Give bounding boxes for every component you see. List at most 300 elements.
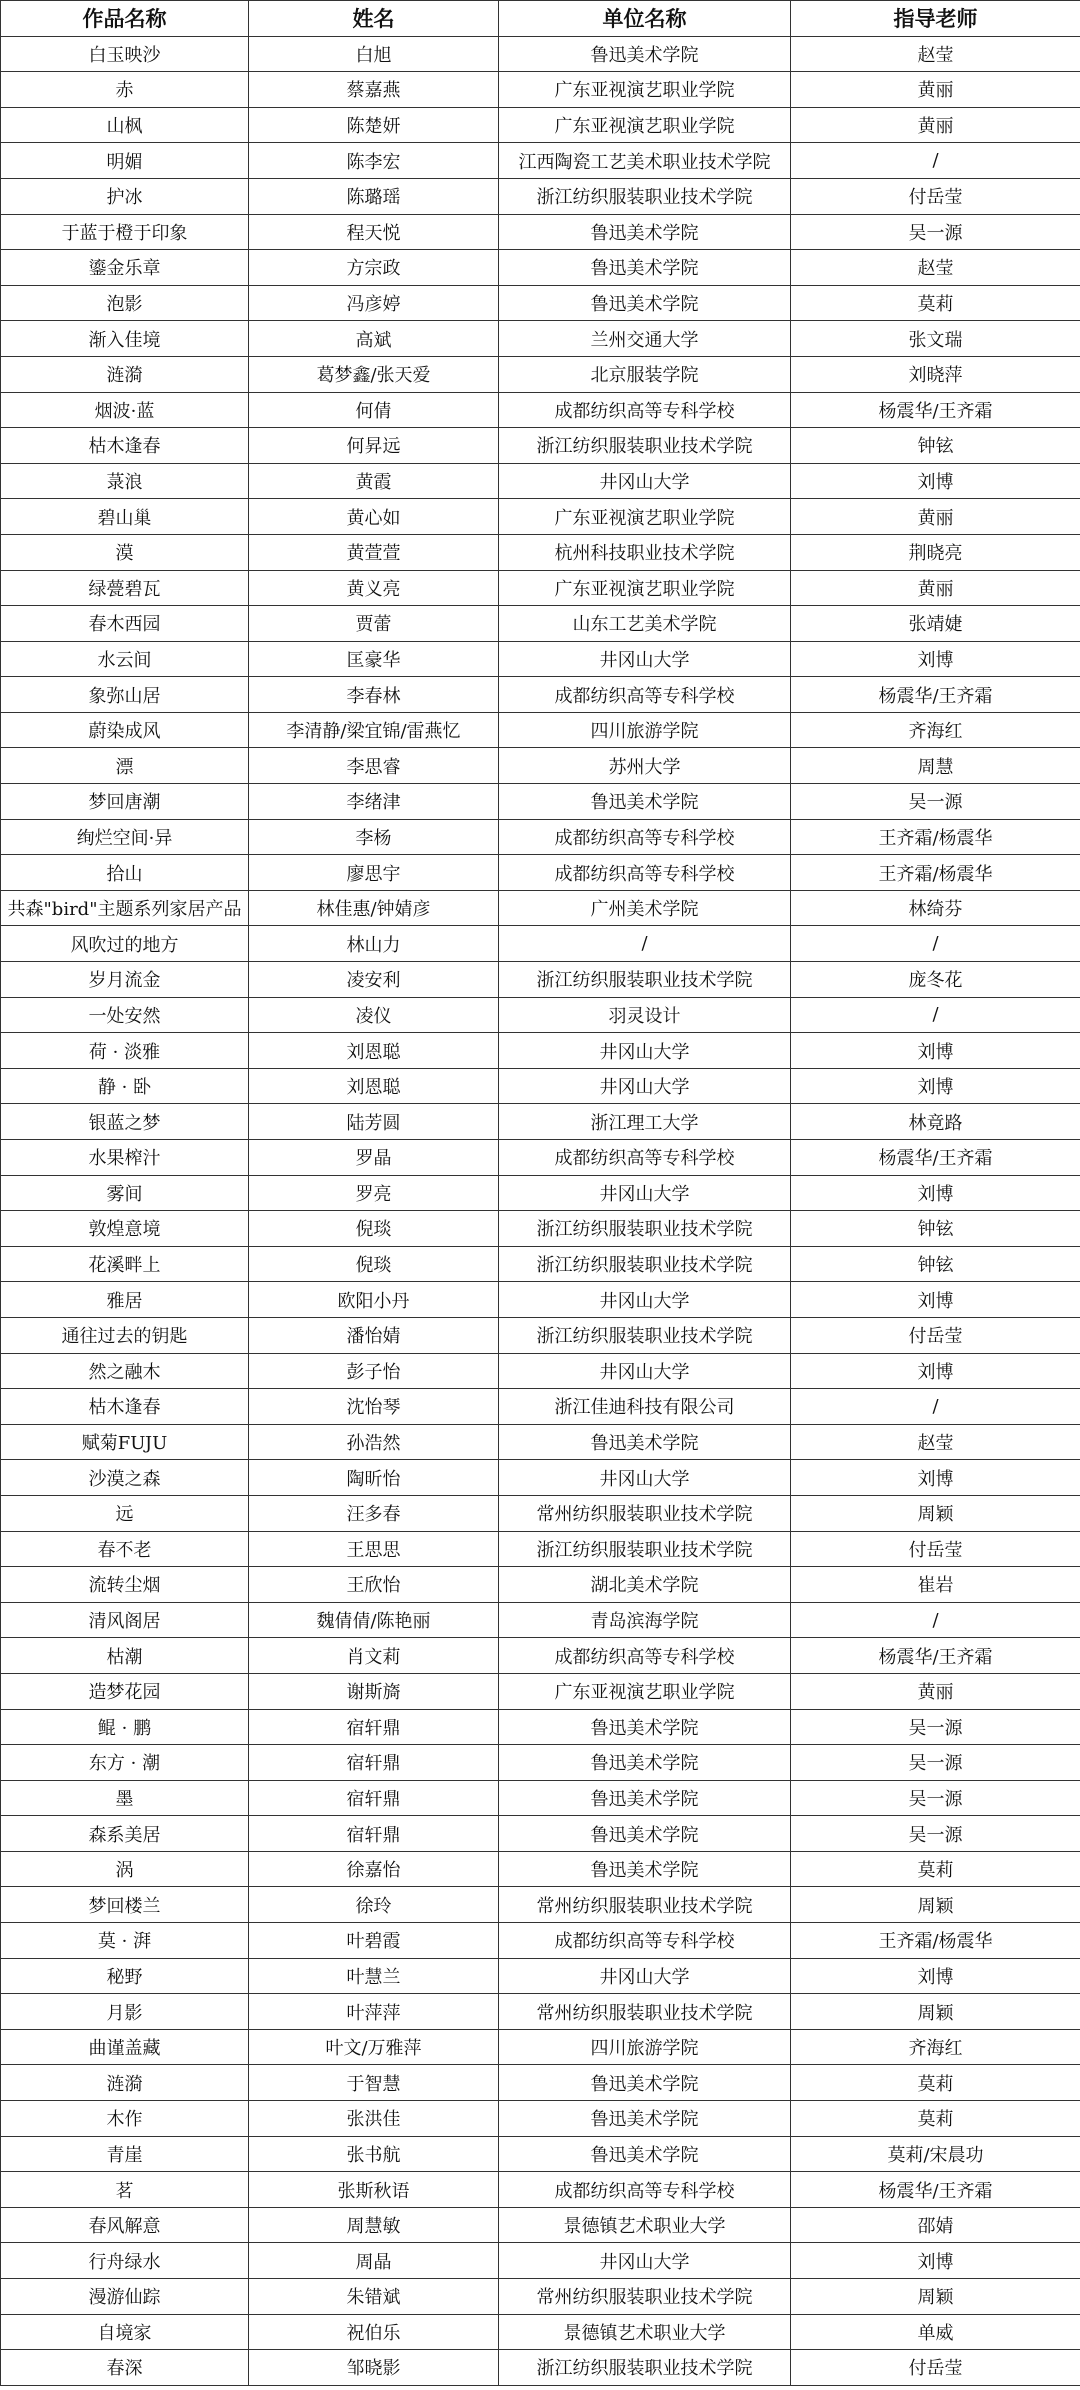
institution-cell: 青岛滨海学院 xyxy=(499,1602,791,1638)
advisor-cell: 齐海红 xyxy=(791,712,1080,748)
work-title-cell: 水云间 xyxy=(1,641,249,677)
table-row xyxy=(1,677,1080,713)
advisor-cell: 莫莉 xyxy=(791,2065,1080,2101)
institution-cell: 常州纺织服装职业技术学院 xyxy=(499,1887,791,1923)
author-name-cell: 宿轩鼎 xyxy=(249,1780,499,1816)
institution-cell: 四川旅游学院 xyxy=(499,712,791,748)
table-row xyxy=(1,997,1080,1033)
institution-cell: 山东工艺美术学院 xyxy=(499,606,791,642)
advisor-cell: 莫莉/宋晨功 xyxy=(791,2136,1080,2172)
advisor-cell: 莫莉 xyxy=(791,1851,1080,1887)
institution-cell: 井冈山大学 xyxy=(499,2243,791,2279)
work-title-cell: 墨 xyxy=(1,1780,249,1816)
advisor-cell: 杨震华/王齐霜 xyxy=(791,677,1080,713)
work-title-cell: 荷 · 淡雅 xyxy=(1,1033,249,1069)
table-row xyxy=(1,784,1080,820)
advisor-cell: 周颖 xyxy=(791,1887,1080,1923)
author-name-cell: 罗亮 xyxy=(249,1175,499,1211)
author-name-cell: 周慧敏 xyxy=(249,2207,499,2243)
table-row xyxy=(1,428,1080,464)
advisor-cell: 王齐霜/杨震华 xyxy=(791,819,1080,855)
table-row xyxy=(1,2207,1080,2243)
header-work-title: 作品名称 xyxy=(1,1,249,37)
header-row xyxy=(1,1,1080,37)
table-row xyxy=(1,2065,1080,2101)
advisor-cell: 吴一源 xyxy=(791,1709,1080,1745)
advisor-cell: 钟铉 xyxy=(791,1211,1080,1247)
author-name-cell: 祝伯乐 xyxy=(249,2314,499,2350)
work-title-cell: 静 · 卧 xyxy=(1,1068,249,1104)
author-name-cell: 邹晓影 xyxy=(249,2350,499,2386)
author-name-cell: 李春林 xyxy=(249,677,499,713)
institution-cell: 鲁迅美术学院 xyxy=(499,1780,791,1816)
table-row xyxy=(1,2101,1080,2137)
institution-cell: 成都纺织高等专科学校 xyxy=(499,392,791,428)
advisor-cell: 齐海红 xyxy=(791,2029,1080,2065)
institution-cell: 鲁迅美术学院 xyxy=(499,2065,791,2101)
table-row xyxy=(1,321,1080,357)
advisor-cell: 付岳莹 xyxy=(791,178,1080,214)
author-name-cell: 李清静/梁宜锦/雷燕忆 xyxy=(249,712,499,748)
table-row xyxy=(1,890,1080,926)
author-name-cell: 魏倩倩/陈艳丽 xyxy=(249,1602,499,1638)
work-title-cell: 涟漪 xyxy=(1,356,249,392)
work-title-cell: 一处安然 xyxy=(1,997,249,1033)
institution-cell: 广东亚视演艺职业学院 xyxy=(499,1673,791,1709)
institution-cell: 鲁迅美术学院 xyxy=(499,2136,791,2172)
advisor-cell: 付岳莹 xyxy=(791,1531,1080,1567)
institution-cell: 浙江纺织服装职业技术学院 xyxy=(499,1531,791,1567)
advisor-cell: 吴一源 xyxy=(791,1745,1080,1781)
advisor-cell: 赵莹 xyxy=(791,1424,1080,1460)
table-row xyxy=(1,748,1080,784)
table-row xyxy=(1,1958,1080,1994)
author-name-cell: 黄心如 xyxy=(249,499,499,535)
advisor-cell: 张靖婕 xyxy=(791,606,1080,642)
work-title-cell: 流转尘烟 xyxy=(1,1567,249,1603)
author-name-cell: 李思睿 xyxy=(249,748,499,784)
table-row xyxy=(1,2243,1080,2279)
author-name-cell: 李杨 xyxy=(249,819,499,855)
work-title-cell: 绚烂空间·异 xyxy=(1,819,249,855)
table-row xyxy=(1,1602,1080,1638)
work-title-cell: 山枫 xyxy=(1,107,249,143)
institution-cell: 鲁迅美术学院 xyxy=(499,1709,791,1745)
author-name-cell: 葛梦鑫/张天爱 xyxy=(249,356,499,392)
table-row xyxy=(1,1673,1080,1709)
institution-cell: 井冈山大学 xyxy=(499,1353,791,1389)
advisor-cell: 杨震华/王齐霜 xyxy=(791,2172,1080,2208)
work-title-cell: 木作 xyxy=(1,2101,249,2137)
author-name-cell: 于智慧 xyxy=(249,2065,499,2101)
institution-cell: 景德镇艺术职业大学 xyxy=(499,2207,791,2243)
author-name-cell: 凌仪 xyxy=(249,997,499,1033)
advisor-cell: 钟铉 xyxy=(791,1246,1080,1282)
author-name-cell: 张书航 xyxy=(249,2136,499,2172)
institution-cell: 浙江纺织服装职业技术学院 xyxy=(499,2350,791,2386)
work-title-cell: 曲谨盖藏 xyxy=(1,2029,249,2065)
table-body xyxy=(1,36,1080,2385)
author-name-cell: 叶碧霞 xyxy=(249,1923,499,1959)
advisor-cell: 莫莉 xyxy=(791,2101,1080,2137)
institution-cell: 广东亚视演艺职业学院 xyxy=(499,107,791,143)
author-name-cell: 罗晶 xyxy=(249,1140,499,1176)
table-row xyxy=(1,606,1080,642)
institution-cell: 井冈山大学 xyxy=(499,1175,791,1211)
advisor-cell: 付岳莹 xyxy=(791,2350,1080,2386)
author-name-cell: 谢斯旖 xyxy=(249,1673,499,1709)
table-row xyxy=(1,926,1080,962)
author-name-cell: 陶昕怡 xyxy=(249,1460,499,1496)
table-row xyxy=(1,855,1080,891)
advisor-cell: 杨震华/王齐霜 xyxy=(791,1638,1080,1674)
table-row xyxy=(1,1851,1080,1887)
work-title-cell: 护冰 xyxy=(1,178,249,214)
work-title-cell: 梦回楼兰 xyxy=(1,1887,249,1923)
table-row xyxy=(1,1424,1080,1460)
header-author-name: 姓名 xyxy=(249,1,499,37)
advisor-cell: 刘博 xyxy=(791,463,1080,499)
advisor-cell: / xyxy=(791,997,1080,1033)
author-name-cell: 肖文莉 xyxy=(249,1638,499,1674)
table-row xyxy=(1,962,1080,998)
institution-cell: 浙江纺织服装职业技术学院 xyxy=(499,1317,791,1353)
work-title-cell: 漫游仙踪 xyxy=(1,2279,249,2315)
advisor-cell: 钟铉 xyxy=(791,428,1080,464)
advisor-cell: 杨震华/王齐霜 xyxy=(791,1140,1080,1176)
institution-cell: 广东亚视演艺职业学院 xyxy=(499,72,791,108)
advisor-cell: 单威 xyxy=(791,2314,1080,2350)
advisor-cell: 赵莹 xyxy=(791,250,1080,286)
table-row xyxy=(1,1175,1080,1211)
author-name-cell: 凌安利 xyxy=(249,962,499,998)
advisor-cell: / xyxy=(791,926,1080,962)
author-name-cell: 程天悦 xyxy=(249,214,499,250)
work-title-cell: 绿甍碧瓦 xyxy=(1,570,249,606)
table-row xyxy=(1,463,1080,499)
author-name-cell: 王思思 xyxy=(249,1531,499,1567)
work-title-cell: 月影 xyxy=(1,1994,249,2030)
author-name-cell: 匡豪华 xyxy=(249,641,499,677)
work-title-cell: 鲲 · 鹏 xyxy=(1,1709,249,1745)
work-title-cell: 赋菊FUJU xyxy=(1,1424,249,1460)
table-row xyxy=(1,1638,1080,1674)
table-row xyxy=(1,712,1080,748)
work-title-cell: 拾山 xyxy=(1,855,249,891)
table-row xyxy=(1,1068,1080,1104)
institution-cell: 鲁迅美术学院 xyxy=(499,36,791,72)
table-row xyxy=(1,2172,1080,2208)
work-title-cell: 风吹过的地方 xyxy=(1,926,249,962)
work-title-cell: 沙漠之森 xyxy=(1,1460,249,1496)
advisor-cell: 吴一源 xyxy=(791,1780,1080,1816)
table-row xyxy=(1,2029,1080,2065)
author-name-cell: 倪琰 xyxy=(249,1246,499,1282)
work-title-cell: 烟波·蓝 xyxy=(1,392,249,428)
institution-cell: 常州纺织服装职业技术学院 xyxy=(499,1994,791,2030)
advisor-cell: 崔岩 xyxy=(791,1567,1080,1603)
institution-cell: 成都纺织高等专科学校 xyxy=(499,2172,791,2208)
work-title-cell: 东方 · 潮 xyxy=(1,1745,249,1781)
work-title-cell: 春深 xyxy=(1,2350,249,2386)
work-title-cell: 清风阁居 xyxy=(1,1602,249,1638)
work-title-cell: 鎏金乐章 xyxy=(1,250,249,286)
author-name-cell: 朱错斌 xyxy=(249,2279,499,2315)
table-row xyxy=(1,1709,1080,1745)
work-title-cell: 水果榨汁 xyxy=(1,1140,249,1176)
institution-cell: 成都纺织高等专科学校 xyxy=(499,1638,791,1674)
institution-cell: 鲁迅美术学院 xyxy=(499,1851,791,1887)
institution-cell: 井冈山大学 xyxy=(499,641,791,677)
author-name-cell: 刘恩聪 xyxy=(249,1068,499,1104)
author-name-cell: 张洪佳 xyxy=(249,2101,499,2137)
table-row xyxy=(1,1887,1080,1923)
institution-cell: 江西陶瓷工艺美术职业技术学院 xyxy=(499,143,791,179)
institution-cell: 成都纺织高等专科学校 xyxy=(499,855,791,891)
advisor-cell: 付岳莹 xyxy=(791,1317,1080,1353)
table-row xyxy=(1,1495,1080,1531)
work-title-cell: 枯木逢春 xyxy=(1,428,249,464)
work-title-cell: 然之融木 xyxy=(1,1353,249,1389)
author-name-cell: 黄萱萱 xyxy=(249,534,499,570)
advisor-cell: 周颖 xyxy=(791,2279,1080,2315)
author-name-cell: 汪多春 xyxy=(249,1495,499,1531)
institution-cell: 井冈山大学 xyxy=(499,1460,791,1496)
author-name-cell: 欧阳小丹 xyxy=(249,1282,499,1318)
advisor-cell: 刘博 xyxy=(791,1958,1080,1994)
work-title-cell: 自境家 xyxy=(1,2314,249,2350)
institution-cell: 井冈山大学 xyxy=(499,1958,791,1994)
author-name-cell: 倪琰 xyxy=(249,1211,499,1247)
work-title-cell: 雅居 xyxy=(1,1282,249,1318)
table-row xyxy=(1,1780,1080,1816)
author-name-cell: 宿轩鼎 xyxy=(249,1709,499,1745)
institution-cell: 景德镇艺术职业大学 xyxy=(499,2314,791,2350)
advisor-cell: 赵莹 xyxy=(791,36,1080,72)
work-title-cell: 行舟绿水 xyxy=(1,2243,249,2279)
author-name-cell: 刘恩聪 xyxy=(249,1033,499,1069)
advisor-cell: 王齐霜/杨震华 xyxy=(791,855,1080,891)
table-row xyxy=(1,1923,1080,1959)
author-name-cell: 廖思宇 xyxy=(249,855,499,891)
table-row xyxy=(1,285,1080,321)
header-advisor: 指导老师 xyxy=(791,1,1080,37)
table-row xyxy=(1,1211,1080,1247)
advisor-cell: 莫莉 xyxy=(791,285,1080,321)
work-title-cell: 敦煌意境 xyxy=(1,1211,249,1247)
advisor-cell: 黄丽 xyxy=(791,570,1080,606)
table-row xyxy=(1,1567,1080,1603)
work-title-cell: 远 xyxy=(1,1495,249,1531)
work-title-cell: 明媚 xyxy=(1,143,249,179)
table-row xyxy=(1,570,1080,606)
advisor-cell: 刘博 xyxy=(791,1282,1080,1318)
author-name-cell: 方宗政 xyxy=(249,250,499,286)
advisor-cell: 林竟路 xyxy=(791,1104,1080,1140)
institution-cell: 成都纺织高等专科学校 xyxy=(499,1923,791,1959)
table-row xyxy=(1,641,1080,677)
table-row xyxy=(1,1389,1080,1425)
author-name-cell: 叶慧兰 xyxy=(249,1958,499,1994)
work-title-cell: 雾间 xyxy=(1,1175,249,1211)
institution-cell: 羽灵设计 xyxy=(499,997,791,1033)
institution-cell: 井冈山大学 xyxy=(499,1282,791,1318)
institution-cell: 浙江纺织服装职业技术学院 xyxy=(499,178,791,214)
table-row xyxy=(1,1033,1080,1069)
author-name-cell: 林佳惠/钟婧彦 xyxy=(249,890,499,926)
work-title-cell: 造梦花园 xyxy=(1,1673,249,1709)
institution-cell: 井冈山大学 xyxy=(499,1068,791,1104)
advisor-cell: 刘博 xyxy=(791,1175,1080,1211)
author-name-cell: 徐玲 xyxy=(249,1887,499,1923)
institution-cell: 杭州科技职业技术学院 xyxy=(499,534,791,570)
table-row xyxy=(1,1745,1080,1781)
table-row xyxy=(1,178,1080,214)
advisor-cell: / xyxy=(791,1602,1080,1638)
table-row xyxy=(1,1460,1080,1496)
table-row xyxy=(1,143,1080,179)
advisor-cell: 吴一源 xyxy=(791,784,1080,820)
institution-cell: 北京服装学院 xyxy=(499,356,791,392)
author-name-cell: 彭子怡 xyxy=(249,1353,499,1389)
institution-cell: 苏州大学 xyxy=(499,748,791,784)
author-name-cell: 徐嘉怡 xyxy=(249,1851,499,1887)
institution-cell: 广东亚视演艺职业学院 xyxy=(499,499,791,535)
institution-cell: 浙江纺织服装职业技术学院 xyxy=(499,1246,791,1282)
author-name-cell: 蔡嘉燕 xyxy=(249,72,499,108)
author-name-cell: 王欣怡 xyxy=(249,1567,499,1603)
author-name-cell: 冯彦婷 xyxy=(249,285,499,321)
table-row xyxy=(1,534,1080,570)
advisor-cell: 庞冬花 xyxy=(791,962,1080,998)
institution-cell: 鲁迅美术学院 xyxy=(499,285,791,321)
author-name-cell: 林山力 xyxy=(249,926,499,962)
work-title-cell: 碧山巢 xyxy=(1,499,249,535)
author-name-cell: 陆芳圆 xyxy=(249,1104,499,1140)
author-name-cell: 贾蕾 xyxy=(249,606,499,642)
institution-cell: 浙江纺织服装职业技术学院 xyxy=(499,962,791,998)
table-row xyxy=(1,1994,1080,2030)
table-row xyxy=(1,72,1080,108)
work-title-cell: 渐入佳境 xyxy=(1,321,249,357)
work-title-cell: 岁月流金 xyxy=(1,962,249,998)
advisor-cell: 林绮芬 xyxy=(791,890,1080,926)
work-title-cell: 漂 xyxy=(1,748,249,784)
work-title-cell: 泡影 xyxy=(1,285,249,321)
work-title-cell: 枯木逢春 xyxy=(1,1389,249,1425)
work-title-cell: 菉浪 xyxy=(1,463,249,499)
work-title-cell: 漠 xyxy=(1,534,249,570)
institution-cell: 广东亚视演艺职业学院 xyxy=(499,570,791,606)
table-row xyxy=(1,250,1080,286)
author-name-cell: 何昇远 xyxy=(249,428,499,464)
work-title-cell: 梦回唐潮 xyxy=(1,784,249,820)
work-title-cell: 花溪畔上 xyxy=(1,1246,249,1282)
table-row xyxy=(1,499,1080,535)
author-name-cell: 陈楚妍 xyxy=(249,107,499,143)
work-title-cell: 春风解意 xyxy=(1,2207,249,2243)
author-name-cell: 叶萍萍 xyxy=(249,1994,499,2030)
work-title-cell: 赤 xyxy=(1,72,249,108)
table-row xyxy=(1,2136,1080,2172)
author-name-cell: 沈怡琴 xyxy=(249,1389,499,1425)
table-row xyxy=(1,2314,1080,2350)
institution-cell: 成都纺织高等专科学校 xyxy=(499,1140,791,1176)
author-name-cell: 黄义亮 xyxy=(249,570,499,606)
author-name-cell: 周晶 xyxy=(249,2243,499,2279)
institution-cell: 四川旅游学院 xyxy=(499,2029,791,2065)
advisor-cell: 吴一源 xyxy=(791,214,1080,250)
institution-cell: 鲁迅美术学院 xyxy=(499,1745,791,1781)
institution-cell: 井冈山大学 xyxy=(499,1033,791,1069)
advisor-cell: 荆晓亮 xyxy=(791,534,1080,570)
advisor-cell: 黄丽 xyxy=(791,1673,1080,1709)
table-row xyxy=(1,1317,1080,1353)
author-name-cell: 孙浩然 xyxy=(249,1424,499,1460)
table-row xyxy=(1,1246,1080,1282)
work-title-cell: 蔚染成风 xyxy=(1,712,249,748)
institution-cell: 鲁迅美术学院 xyxy=(499,214,791,250)
work-title-cell: 于蓝于橙于印象 xyxy=(1,214,249,250)
author-name-cell: 黄霞 xyxy=(249,463,499,499)
header-institution: 单位名称 xyxy=(499,1,791,37)
institution-cell: 鲁迅美术学院 xyxy=(499,1424,791,1460)
work-title-cell: 白玉映沙 xyxy=(1,36,249,72)
table-row xyxy=(1,1531,1080,1567)
advisor-cell: 周慧 xyxy=(791,748,1080,784)
institution-cell: 湖北美术学院 xyxy=(499,1567,791,1603)
author-name-cell: 何倩 xyxy=(249,392,499,428)
work-title-cell: 莫 · 湃 xyxy=(1,1923,249,1959)
table-row xyxy=(1,819,1080,855)
table-row xyxy=(1,392,1080,428)
work-title-cell: 象弥山居 xyxy=(1,677,249,713)
table-row xyxy=(1,36,1080,72)
institution-cell: 鲁迅美术学院 xyxy=(499,2101,791,2137)
institution-cell: / xyxy=(499,926,791,962)
table-row xyxy=(1,1816,1080,1852)
work-title-cell: 通往过去的钥匙 xyxy=(1,1317,249,1353)
author-name-cell: 白旭 xyxy=(249,36,499,72)
author-name-cell: 陈李宏 xyxy=(249,143,499,179)
author-name-cell: 潘怡婧 xyxy=(249,1317,499,1353)
institution-cell: 井冈山大学 xyxy=(499,463,791,499)
table-row xyxy=(1,2350,1080,2386)
institution-cell: 兰州交通大学 xyxy=(499,321,791,357)
advisor-cell: 刘博 xyxy=(791,641,1080,677)
work-title-cell: 青崖 xyxy=(1,2136,249,2172)
institution-cell: 常州纺织服装职业技术学院 xyxy=(499,1495,791,1531)
advisor-cell: 张文瑞 xyxy=(791,321,1080,357)
advisor-cell: 黄丽 xyxy=(791,72,1080,108)
advisor-cell: 王齐霜/杨震华 xyxy=(791,1923,1080,1959)
institution-cell: 浙江纺织服装职业技术学院 xyxy=(499,428,791,464)
advisor-cell: 刘博 xyxy=(791,2243,1080,2279)
advisor-cell: 吴一源 xyxy=(791,1816,1080,1852)
work-title-cell: 涟漪 xyxy=(1,2065,249,2101)
table-row xyxy=(1,1282,1080,1318)
advisor-cell: 杨震华/王齐霜 xyxy=(791,392,1080,428)
table-row xyxy=(1,356,1080,392)
institution-cell: 鲁迅美术学院 xyxy=(499,784,791,820)
author-name-cell: 陈璐瑶 xyxy=(249,178,499,214)
advisor-cell: 黄丽 xyxy=(791,107,1080,143)
advisor-cell: / xyxy=(791,143,1080,179)
work-title-cell: 银蓝之梦 xyxy=(1,1104,249,1140)
institution-cell: 浙江理工大学 xyxy=(499,1104,791,1140)
work-title-cell: 森系美居 xyxy=(1,1816,249,1852)
work-title-cell: 涡 xyxy=(1,1851,249,1887)
